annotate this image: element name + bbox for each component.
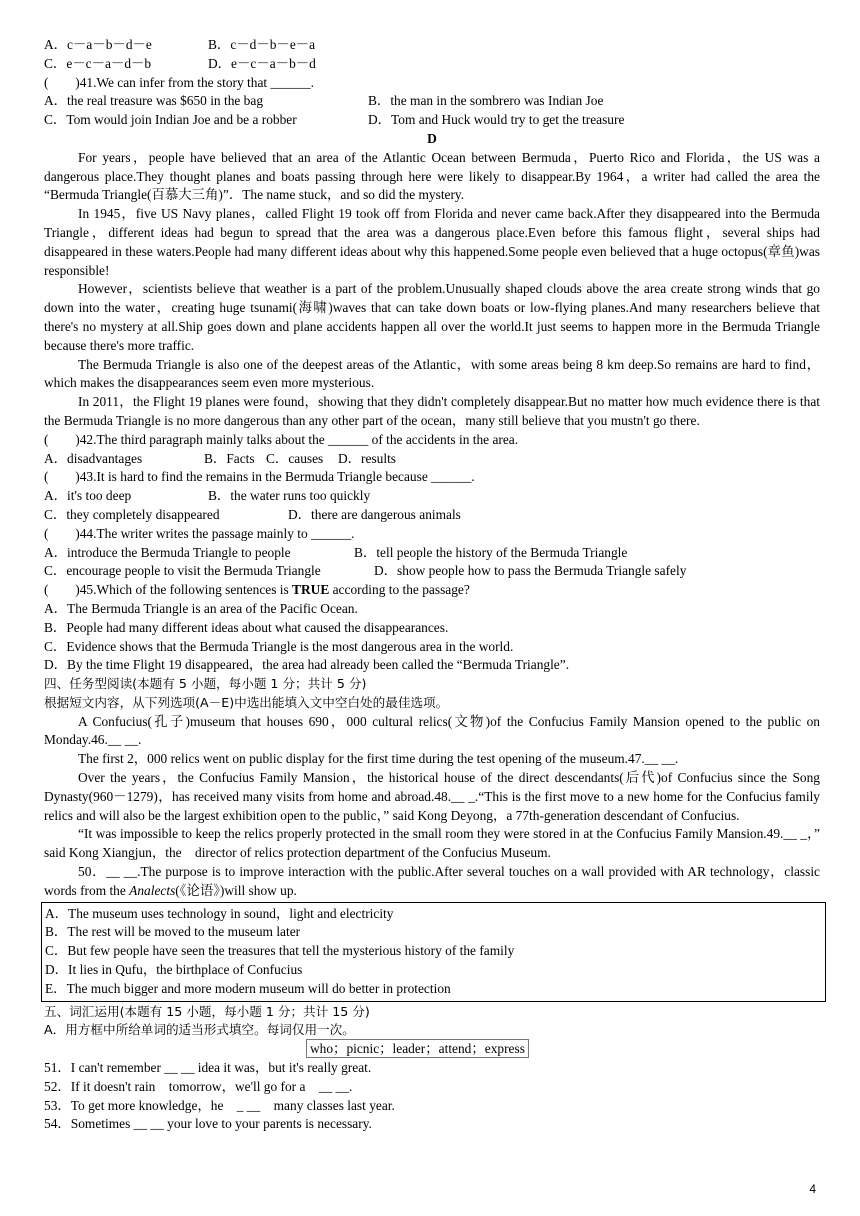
q41-options-row1 bbox=[44, 92, 820, 111]
q40-options-row2 bbox=[44, 55, 820, 74]
q45-stem-tail: according to the passage? bbox=[329, 582, 470, 598]
q51: 51．I can't remember __ __ idea it was，but it's really great. bbox=[44, 1060, 372, 1076]
passage-d-paragraph-4: The Bermuda Triangle is also one of the deepest areas of the Atlantic，with some areas being 8 km deep.So remains are hard to find，which makes the disappearances seem even more mysterious. bbox=[44, 356, 820, 391]
q42-option-d: D．results bbox=[338, 450, 397, 466]
q45-option-c: C．Evidence shows that the Bermuda Triangle is the most dangerous area in the world. bbox=[44, 638, 514, 654]
q41-option-c: C．Tom would join Indian Joe and be a robber bbox=[44, 112, 297, 128]
q44-stem: ( )44.The writer writes the passage mainly to ______. bbox=[44, 525, 355, 541]
passage-d-paragraph-1: For years，people have believed that an area of the Atlantic Ocean between Bermuda，Puerto Rico and Florida，the US was a dangerous place.They thought planes and boats passing through here were likely to disappear.By 1964，a writer had called the area the “Bermuda Triangle(百慕大三角)”．The name stuck，and so did the mystery. bbox=[44, 149, 820, 203]
section4-option-d: D．It lies in Qufu，the birthplace of Confucius bbox=[45, 962, 303, 978]
q43-option-b: B．the water runs too quickly bbox=[208, 488, 371, 504]
q42-option-c: C．causes bbox=[266, 450, 324, 466]
section4-paragraph-1: A Confucius(孔子)museum that houses 690，000 cultural relics(文物)of the Confucius Family Mansion opened to the public on Monday.46.__ __. bbox=[44, 713, 820, 748]
q43-option-d: D．there are dangerous animals bbox=[288, 506, 461, 522]
q45-option-b: B．People had many different ideas about what caused the disappearances. bbox=[44, 619, 449, 635]
section4-option-e: E．The much bigger and more modern museum will do better in protection bbox=[45, 980, 451, 996]
q44-options-row1 bbox=[44, 544, 820, 563]
q43-stem: ( )43.It is hard to find the remains in the Bermuda Triangle because ______. bbox=[44, 469, 475, 485]
q43-option-c: C．they completely disappeared bbox=[44, 506, 220, 522]
section4-option-c: C．But few people have seen the treasures that tell the mysterious history of the family bbox=[45, 943, 515, 959]
q42-options bbox=[44, 450, 820, 469]
q40-options-row1 bbox=[44, 36, 820, 55]
q40-option-a: A．c－a－b－d－e bbox=[44, 37, 152, 52]
q40-option-b: B．c－d－b－e－a bbox=[208, 37, 316, 52]
q45-option-d: D．By the time Flight 19 disappeared，the area had already been called the “Bermuda Triangle”. bbox=[44, 657, 570, 673]
section4-options-box bbox=[41, 902, 826, 1002]
q41-option-a: A．the real treasure was $650 in the bag bbox=[44, 93, 264, 109]
q54: 54．Sometimes __ __ your love to your parents is necessary. bbox=[44, 1116, 372, 1132]
exam-page bbox=[44, 36, 820, 1134]
q45-stem bbox=[44, 581, 820, 600]
section4-paragraph-4: “It was impossible to keep the relics properly protected in the small room they were stored in at the Confucius Family Mansion.49.__ _，” said Kong Xiangjun，the director of relics protection department of the Confucius Museum. bbox=[44, 826, 820, 861]
section4-instruction: 根据短文内容，从下列选项(A－E)中选出能填入文中空白处的最佳选项。 bbox=[44, 694, 449, 710]
q40-option-d: D．e－c－a－b－d bbox=[208, 55, 316, 71]
section4-paragraph-5-book-title: Analects bbox=[129, 882, 176, 898]
passage-d-paragraph-5: In 2011，the Flight 19 planes were found，showing that they didn't completely disappear.But no matter how much evidence there is that the Bermuda Triangle is no more dangerous than any other part of the ocean，many still believe that you mustn't go there. bbox=[44, 394, 820, 428]
q42-option-a: A．disadvantages bbox=[44, 450, 143, 466]
page-number: 4 bbox=[809, 1182, 816, 1196]
passage-d-paragraph-2: In 1945，five US Navy planes，called Flight 19 took off from Florida and never came back.After they disappeared into the Bermuda Triangle，different ideas had begun to spread that the area was a dangerous place.Even before this famous flight，several ships had disappeared in these waters.People had many different ideas about why this happened.Some people even believed that a huge octopus(章鱼)was responsible! bbox=[44, 206, 820, 278]
section4-title: 四、任务型阅读(本题有 5 小题，每小题 1 分；共计 5 分) bbox=[44, 676, 367, 692]
q45-stem-text: ( )45.Which of the following sentences is bbox=[44, 582, 293, 598]
passage-d-paragraph-3: However，scientists believe that weather is a part of the problem.Unusually shaped clouds above the area create strong winds that go down into the water，creating huge tsunami(海啸)waves that can take down boats or low-flying planes.And many researchers believe that there's no mystery at all.Ship goes down and plane accidents happen all over the world.It just seems to happen more in the Bermuda Triangle because there's more traffic. bbox=[44, 281, 820, 353]
q41-option-d: D．Tom and Huck would try to get the treasure bbox=[368, 112, 625, 128]
section5-wordbox-row bbox=[44, 1040, 820, 1059]
section4-paragraph-5 bbox=[44, 863, 820, 901]
q44-options-row2 bbox=[44, 562, 820, 581]
q44-option-c: C．encourage people to visit the Bermuda Triangle bbox=[44, 563, 321, 579]
section5-instruction: A．用方框中所给单词的适当形式填空。每词仅用一次。 bbox=[44, 1022, 355, 1038]
section4-option-b: B．The rest will be moved to the museum later bbox=[45, 924, 301, 940]
section4-paragraph-3: Over the years，the Confucius Family Mansion，the historical house of the direct descendants(后代)of Confucius since the Song Dynasty(960－1279)，has received many visits from home and abroad.48.__ _.“This is the first move to a new home for the Confucius family relics and will also be the largest exhibition open to the public，” said Kong Deyong，a 77th-generation descendant of Confucius. bbox=[44, 770, 820, 823]
section4-paragraph-5-tail: (《论语》)will show up. bbox=[175, 882, 297, 898]
q44-option-b: B．tell people the history of the Bermuda Triangle bbox=[354, 544, 628, 560]
section4-paragraph-2: The first 2，000 relics went on public display for the first time during the test opening of the museum.47.__ __. bbox=[78, 751, 679, 767]
section4-option-a: A．The museum uses technology in sound，light and electricity bbox=[45, 905, 394, 921]
q44-option-a: A．introduce the Bermuda Triangle to people bbox=[44, 544, 291, 560]
q40-option-c: C．e－c－a－d－b bbox=[44, 55, 152, 71]
q41-option-b: B．the man in the sombrero was Indian Joe bbox=[368, 93, 604, 109]
section5-title: 五、词汇运用(本题有 15 小题，每小题 1 分；共计 15 分) bbox=[44, 1003, 370, 1019]
passage-d-heading: D bbox=[427, 130, 437, 146]
q44-option-d: D．show people how to pass the Bermuda Triangle safely bbox=[374, 563, 687, 579]
section5-wordbox: who；picnic；leader；attend；express bbox=[306, 1039, 529, 1058]
q41-options-row2 bbox=[44, 111, 820, 130]
q45-option-a: A．The Bermuda Triangle is an area of the Pacific Ocean. bbox=[44, 600, 358, 616]
q43-options-row1 bbox=[44, 487, 820, 506]
q53: 53．To get more knowledge，he _ __ many classes last year. bbox=[44, 1097, 395, 1113]
q52: 52．If it doesn't rain tomorrow，we'll go for a __ __. bbox=[44, 1078, 353, 1094]
q42-option-b: B．Facts bbox=[204, 450, 255, 466]
q43-options-row2 bbox=[44, 506, 820, 525]
q41-stem: ( )41.We can infer from the story that ______. bbox=[44, 74, 315, 90]
q45-stem-emphasis: TRUE bbox=[292, 582, 330, 598]
section4-paragraph-5-text: 50．__ __.The purpose is to improve interaction with the public.After several touches on a wall provided with AR technology，classic words from the bbox=[44, 864, 820, 898]
q42-stem: ( )42.The third paragraph mainly talks about the ______ of the accidents in the area. bbox=[44, 431, 519, 447]
q43-option-a: A．it's too deep bbox=[44, 488, 132, 504]
